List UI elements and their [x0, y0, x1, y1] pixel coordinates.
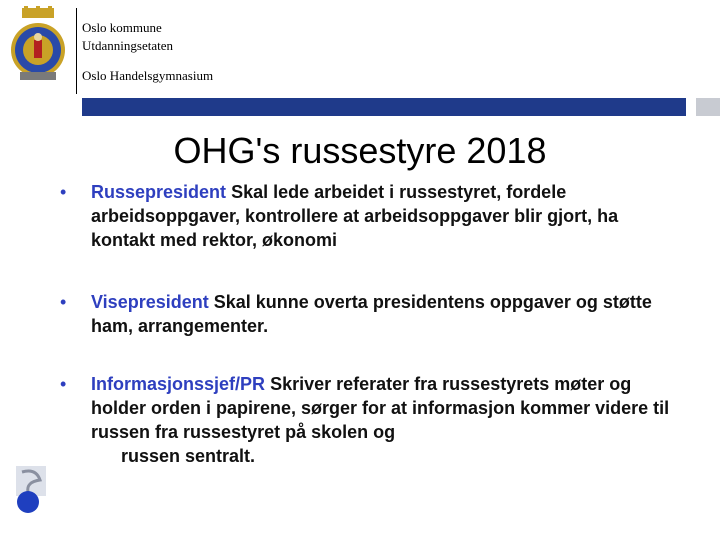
bullet-text: Skriver referater fra russestyrets møter og holder orden i papirene, sørger for at informasjon kommer videre til russen fra russestyret på skolen og [91, 374, 670, 442]
bullet-role: Russepresident [91, 182, 227, 202]
bullet-marker: • [60, 182, 67, 202]
agency-name: Utdanningsetaten [82, 38, 173, 53]
bullet-text: Skal kunne overta presidentens oppgaver og støtte ham, arrangementer. [91, 292, 652, 336]
bullet-role: Visepresident [91, 292, 209, 312]
school-name: Oslo Handelsgymnasium [82, 68, 214, 83]
bullet-marker: • [60, 292, 67, 312]
bullet-russepresident [60, 180, 670, 252]
bullet-role: Informasjonssjef/PR [91, 374, 266, 394]
header-bar [82, 98, 686, 116]
bullet-visepresident [60, 290, 670, 338]
header-bar-accent [696, 98, 720, 116]
header-divider [76, 8, 77, 94]
municipality-name: Oslo kommune [82, 20, 162, 35]
slide-title: OHG's russestyre 2018 [173, 130, 547, 171]
bullet-continuation: russen sentralt. [121, 446, 256, 466]
bullet-text: Skal lede arbeidet i russestyret, fordele arbeidsoppgaver, kontrollere at arbeidsoppgaver blir gjort, ha kontakt med rektor, økonomi [91, 182, 619, 250]
bullet-marker: • [60, 374, 67, 394]
bullet-informasjonssjef [60, 372, 670, 468]
oslo-logo-icon [16, 466, 60, 516]
oslo-crest-icon [8, 6, 68, 86]
